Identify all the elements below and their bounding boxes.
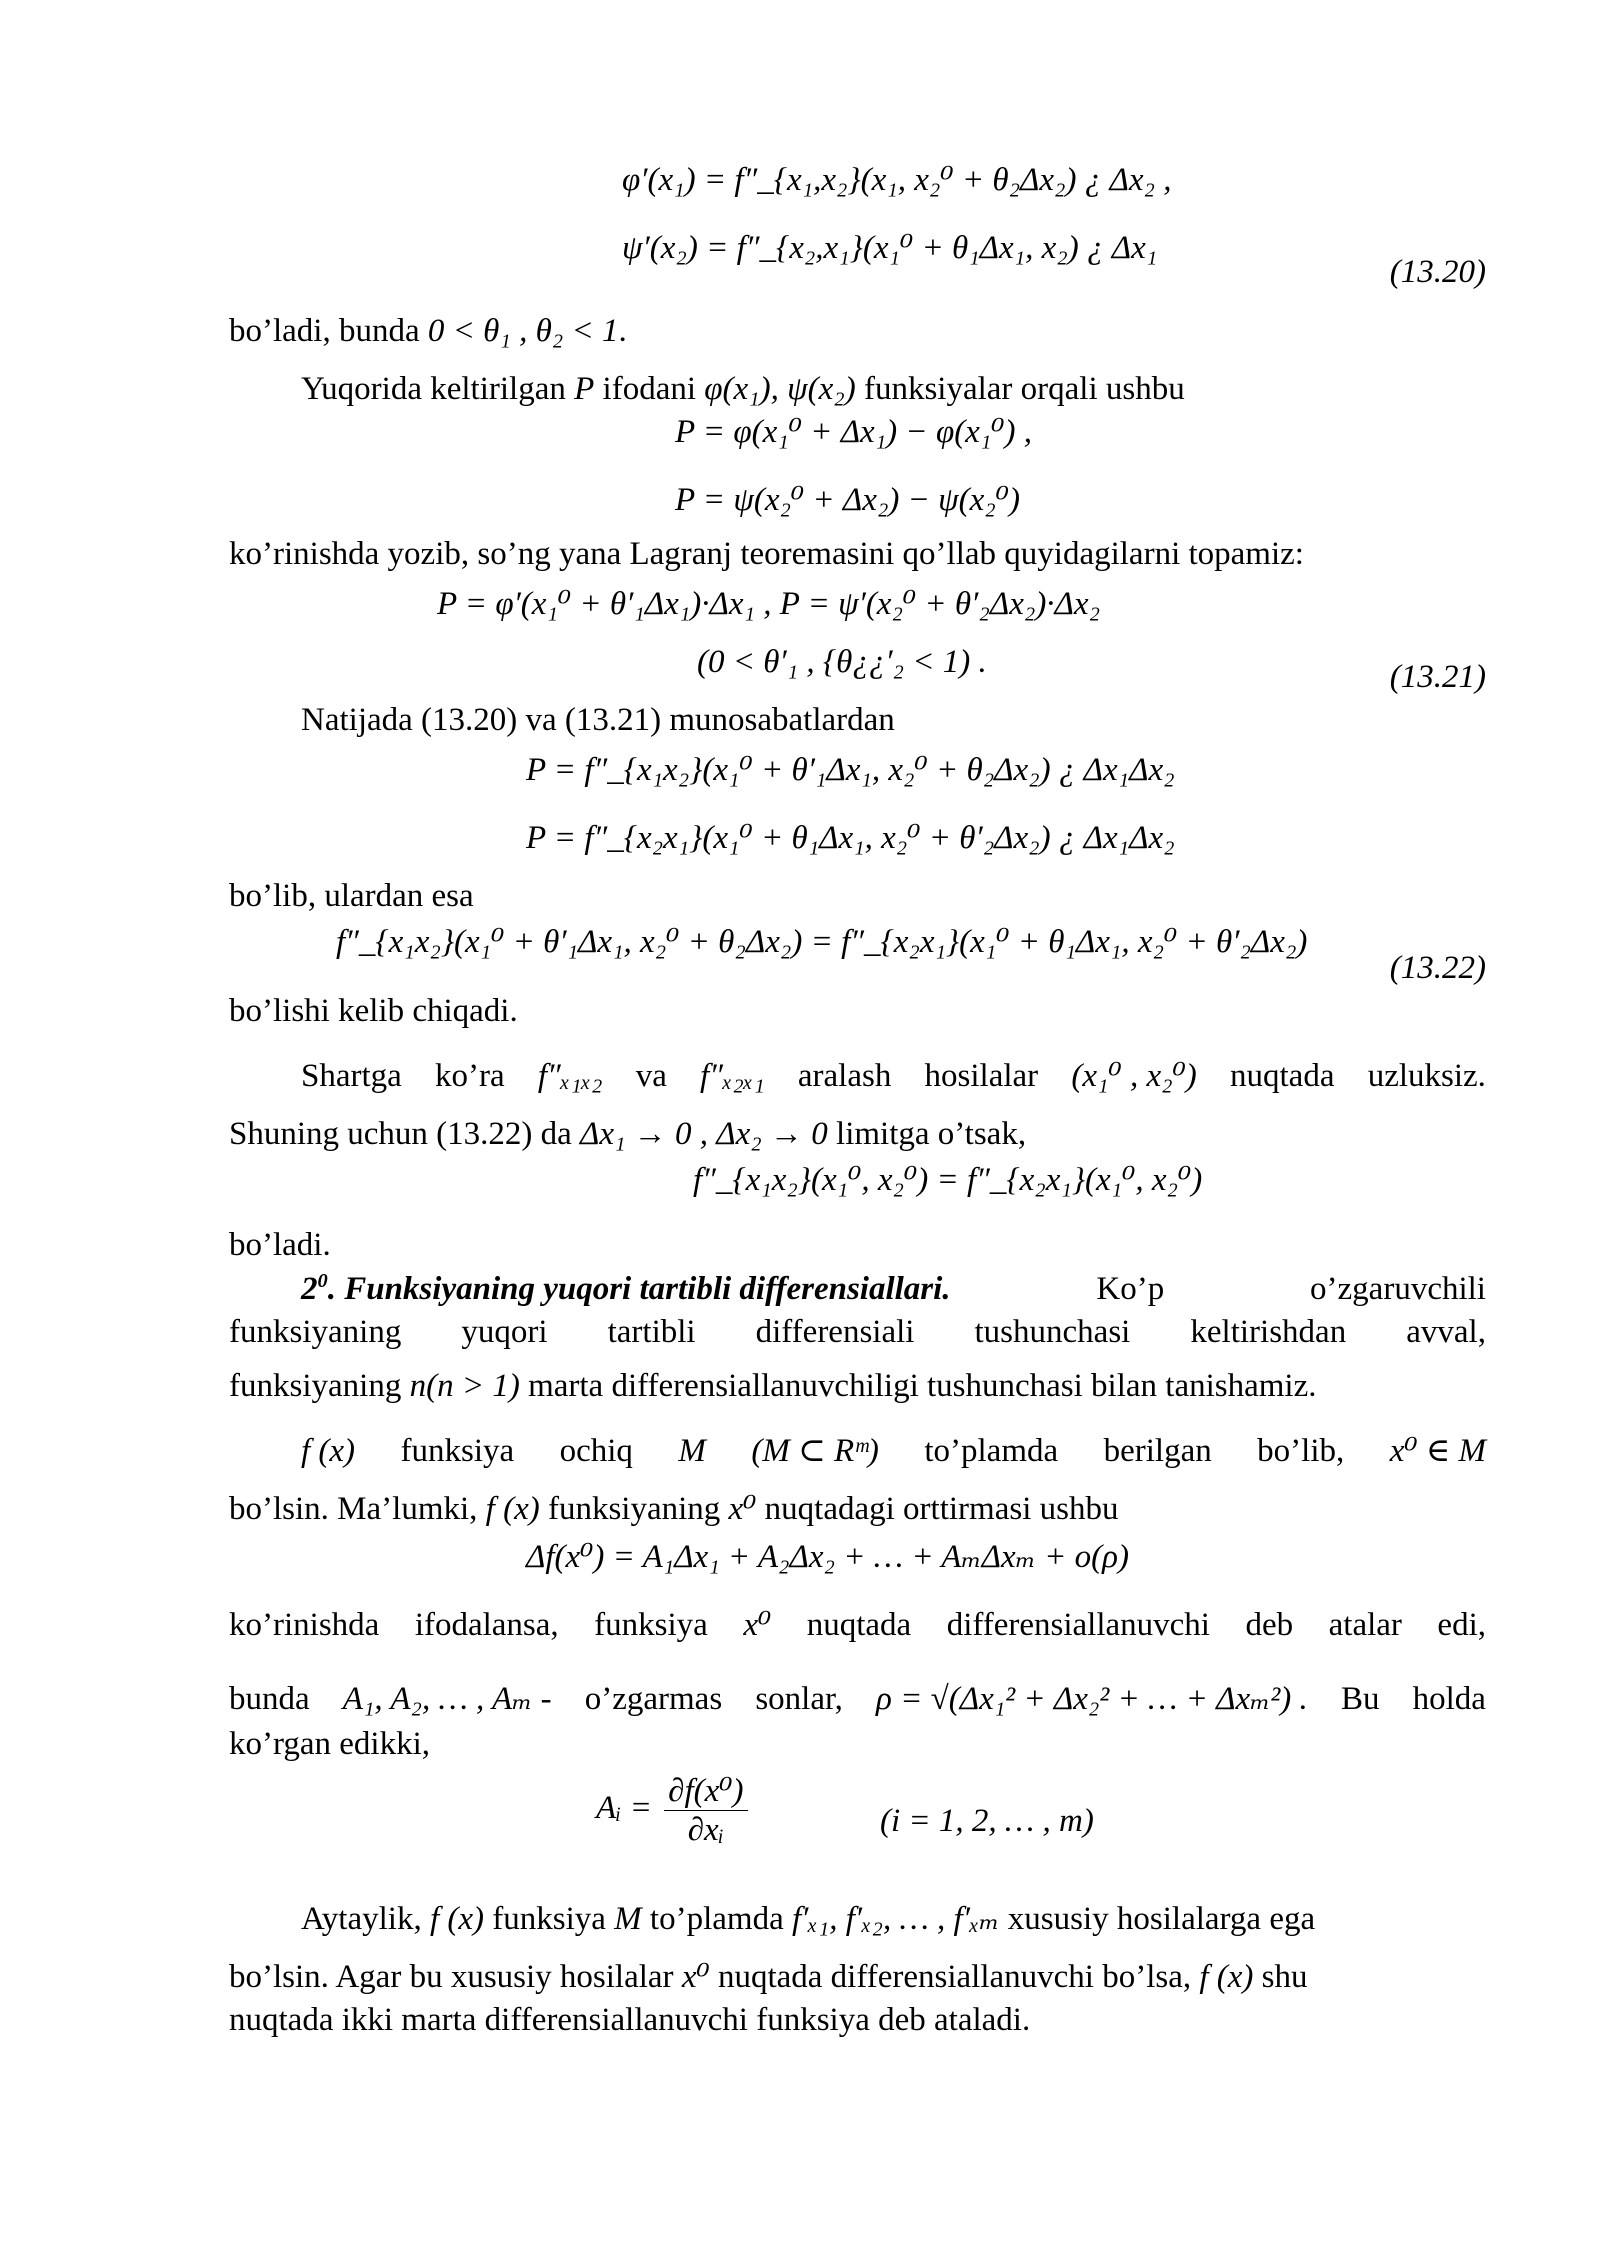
equation-lagrange: P = φ′(x₁⁰ + θ′₁Δx₁)·Δx₁ , P = ψ′(x₂⁰ + θ′₂Δx₂)·Δx₂ (437, 586, 1101, 622)
inline-math: f′ₓ₁, f′ₓ₂, … , f′ₓₘ (791, 1901, 1000, 1937)
equation-psi-prime: ψ′(x₂) = f″_{x₂,x₁}(x₁⁰ + θ₁Δx₁, x₂) ¿ Δx₁ (622, 230, 1158, 266)
inline-math: 0 < θ₁ , θ₂ < 1 (427, 313, 619, 349)
section-heading-line: $2^0$. Funksiyaning yuqori tartibli differensiallari. Ko’p o’zgaruvchili (301, 1270, 1486, 1307)
text-line: Shuning uchun (13.22) da Δx₁ → 0 , Δx₂ → 0 limitga o’tsak, (229, 1116, 1027, 1152)
inline-math: x⁰ (681, 1959, 710, 1995)
text-line: bo’ladi, bunda 0 < θ₁ , θ₂ < 1. (229, 313, 627, 349)
text-line-justified: f (x) funksiya ochiq M (M ⊂ Rᵐ) to’plamda berilgan bo’lib, x⁰ ∈ M (301, 1433, 1486, 1469)
equation-number-13-22: (13.22) (1389, 950, 1486, 986)
inline-math: M (614, 1901, 642, 1937)
inline-math: x⁰ ∈ M (1389, 1433, 1486, 1469)
inline-math: P (574, 371, 595, 407)
inline-math: x⁰ (728, 1491, 757, 1527)
inline-math: f (x) (429, 1901, 485, 1937)
text-line: nuqtada ikki marta differensiallanuvchi funksiya deb ataladi. (229, 2002, 1031, 2038)
inline-math: φ(x₁), ψ(x₂) (704, 371, 856, 407)
fraction: $\frac{\text{∂f(x⁰)}}{\text{∂xᵢ}}$ (664, 1772, 747, 1849)
text-line-justified: ko’rinishda ifodalansa, funksiya x⁰ nuqtada differensiallanuvchi deb atalar edi, (229, 1607, 1486, 1643)
inline-math: f″ₓ₁ₓ₂ (537, 1058, 603, 1094)
inline-math: Δx₁ → 0 , Δx₂ → 0 (580, 1116, 828, 1152)
equation-index-range: (i = 1, 2, … , m) (880, 1803, 1094, 1839)
equation-partial-derivative: Aᵢ = $\frac{\text{∂f(x⁰)}}{\text{∂xᵢ}}$ (596, 1772, 752, 1849)
inline-math: (M ⊂ Rᵐ) (751, 1433, 879, 1469)
inline-math: f (x) (1199, 1959, 1254, 1995)
equation-p-f-x1x2: P = f″_{x₁x₂}(x₁⁰ + θ′₁Δx₁, x₂⁰ + θ₂Δx₂) ¿ Δx₁Δx₂ (526, 752, 1175, 788)
equation-number-13-20: (13.20) (1389, 254, 1486, 290)
text-line: Natijada (13.20) va (13.21) munosabatlardan (301, 702, 895, 738)
text-line: bo’lsin. Agar bu xususiy hosilalar x⁰ nuqtada differensiallanuvchi bo’lsa, f (x) shu (229, 1959, 1308, 1995)
text-line-justified: funksiyaning yuqori tartibli differensiali tushunchasi keltirishdan avval, (229, 1314, 1486, 1350)
equation-p-f-x2x1: P = f″_{x₂x₁}(x₁⁰ + θ₁Δx₁, x₂⁰ + θ′₂Δx₂) ¿ Δx₁Δx₂ (526, 820, 1175, 856)
text-line: funksiyaning n(n > 1) marta differensiallanuvchiligi tushunchasi bilan tanishamiz. (229, 1368, 1317, 1404)
text-line: bo’ladi. (229, 1227, 357, 1263)
text-line: bo’lsin. Ma’lumki, f (x) funksiyaning x⁰ nuqtadagi orttirmasi ushbu (229, 1491, 1119, 1527)
text-line: Aytaylik, f (x) funksiya M to’plamda f′ₓ₁, f′ₓ₂, … , f′ₓₘ xususiy hosilalarga ega (301, 1901, 1316, 1937)
text-line: Yuqorida keltirilgan P ifodani φ(x₁), ψ(x₂) funksiyalar orqali ushbu (301, 371, 1185, 407)
text-line-justified: Shartga ko’ra f″ₓ₁ₓ₂ va f″ₓ₂ₓ₁ aralash hosilalar (x₁⁰ , x₂⁰) nuqtada uzluksiz. (301, 1058, 1486, 1094)
text-line: ko’rinishda yozib, so’ng yana Lagranj teoremasini qo’llab quyidagilarni topamiz: (229, 536, 1304, 572)
inline-math: A₁, A₂, … , Aₘ - (342, 1681, 552, 1717)
inline-math: (x₁⁰ , x₂⁰) (1071, 1058, 1197, 1094)
equation-phi-prime: φ′(x₁) = f″_{x₁,x₂}(x₁, x₂⁰ + θ₂Δx₂) ¿ Δx₂ , (622, 162, 1172, 198)
section-heading: $2^0$. Funksiyaning yuqori tartibli differensiallari. (301, 1270, 951, 1307)
equation-increment: Δf(x⁰) = A₁Δx₁ + A₂Δx₂ + … + AₘΔxₘ + o(ρ) (526, 1539, 1129, 1575)
inline-math: f (x) (485, 1491, 540, 1527)
inline-math: x⁰ (743, 1607, 772, 1643)
equation-p-psi: P = ψ(x₂⁰ + Δx₂) − ψ(x₂⁰) (675, 482, 1021, 518)
inline-math: ρ = √(Δx₁² + Δx₂² + … + Δxₘ²) . (876, 1681, 1308, 1717)
equation-number-13-21: (13.21) (1389, 659, 1486, 695)
inline-math: f (x) (301, 1433, 356, 1469)
inline-math: n(n > 1) (409, 1368, 520, 1404)
text-line-justified: bunda A₁, A₂, … , Aₘ - o’zgarmas sonlar, ρ = √(Δx₁² + Δx₂² + … + Δxₘ²) . Bu holda (229, 1681, 1486, 1717)
inline-math: M (678, 1433, 706, 1469)
equation-mixed-equality: f″_{x₁x₂}(x₁⁰ + θ′₁Δx₁, x₂⁰ + θ₂Δx₂) = f″_{x₂x₁}(x₁⁰ + θ₁Δx₁, x₂⁰ + θ′₂Δx₂) (336, 924, 1308, 960)
equation-p-phi: P = φ(x₁⁰ + Δx₁) − φ(x₁⁰) , (675, 414, 1033, 450)
text-line: ko’rgan edikki, (229, 1726, 431, 1762)
equation-limit: f″_{x₁x₂}(x₁⁰, x₂⁰) = f″_{x₂x₁}(x₁⁰, x₂⁰) (693, 1162, 1203, 1198)
text-line: bo’lib, ulardan esa (229, 878, 474, 914)
equation-theta-range: (0 < θ′₁ , {θ¿¿′₂ < 1) . (697, 644, 987, 680)
inline-math: f″ₓ₂ₓ₁ (700, 1058, 765, 1094)
text-line: bo’lishi kelib chiqadi. (229, 993, 518, 1029)
